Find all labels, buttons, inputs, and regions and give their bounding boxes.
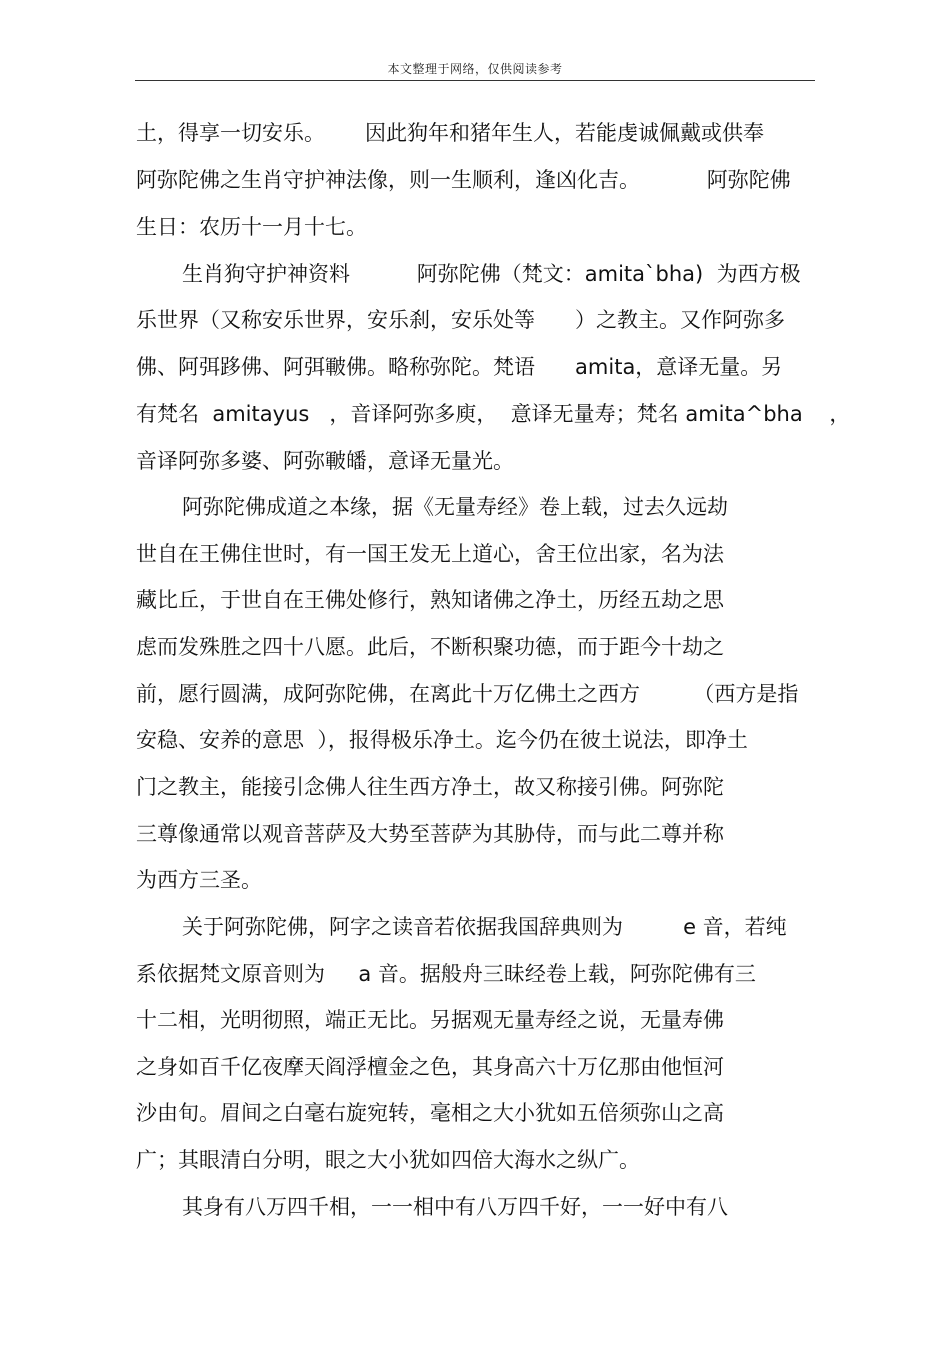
text-line: 阿弥陀佛之生肖守护神法像，则一生顺利，逢凶化吉。 阿弥陀佛 — [136, 168, 791, 192]
text-line: 音译阿弥多婆、阿弥皸皤，意译无量光。 — [136, 449, 514, 473]
text-line: 安稳、安养的意思 ），报得极乐净土。迄今仍在彼土说法，即净土 — [136, 728, 748, 752]
text-line: 门之教主，能接引念佛人往生西方净土，故又称接引佛。阿弥陀 — [136, 775, 724, 799]
text-line: 佛、阿弭跢佛、阿弭皸佛。略称弥陀。梵语 amita，意译无量。另 — [136, 355, 783, 379]
text-line: 有梵名 amitayus ，音译阿弥多庾， 意译无量寿；梵名 amita^bha ， — [136, 402, 851, 426]
header-divider — [135, 80, 815, 81]
text-line: 其身有八万四千相，一一相中有八万四千好，一一好中有八 — [182, 1195, 728, 1219]
text-line: 为西方三圣。 — [136, 868, 262, 892]
text-line: 广；其眼清白分明，眼之大小犹如四倍大海水之纵广。 — [136, 1148, 640, 1172]
text-line: 藏比丘，于世自在王佛处修行，熟知诸佛之净土，历经五劫之思 — [136, 588, 724, 612]
text-line: 前，愿行圆满，成阿弥陀佛，在离此十万亿佛土之西方 （西方是指 — [136, 682, 799, 706]
page-header: 本文整理于网络，仅供阅读参考 — [387, 62, 563, 76]
text-line: 系依据梵文原音则为 a 音。据般舟三昧经卷上载，阿弥陀佛有三 — [136, 962, 756, 986]
text-line: 三尊像通常以观音菩萨及大势至菩萨为其胁侍，而与此二尊并称 — [136, 822, 724, 846]
text-line: 土，得享一切安乐。 因此狗年和猪年生人，若能虔诚佩戴或供奉 — [136, 121, 765, 145]
text-line: 关于阿弥陀佛，阿字之读音若依据我国辞典则为 e 音，若纯 — [182, 915, 787, 939]
text-line: 十二相，光明彻照，端正无比。另据观无量寿经之说，无量寿佛 — [136, 1008, 724, 1032]
text-line: 之身如百千亿夜摩天阎浮檀金之色，其身高六十万亿那由他恒河 — [136, 1055, 724, 1079]
text-line: 虑而发殊胜之四十八愿。此后，不断积聚功德，而于距今十劫之 — [136, 635, 724, 659]
text-line: 生日：农历十一月十七。 — [136, 215, 367, 239]
text-line: 生肖狗守护神资料 阿弥陀佛（梵文：amita`bha) 为西方极 — [182, 262, 801, 286]
text-line: 世自在王佛住世时，有一国王发无上道心，舍王位出家，名为法 — [136, 542, 724, 566]
text-line: 阿弥陀佛成道之本缘，据《无量寿经》卷上载，过去久远劫 — [182, 495, 728, 519]
text-line: 沙由旬。眉间之白毫右旋宛转，毫相之大小犹如五倍须弥山之高 — [136, 1101, 724, 1125]
text-line: 乐世界（又称安乐世界，安乐刹，安乐处等 ）之教主。又作阿弥多 — [136, 308, 786, 332]
